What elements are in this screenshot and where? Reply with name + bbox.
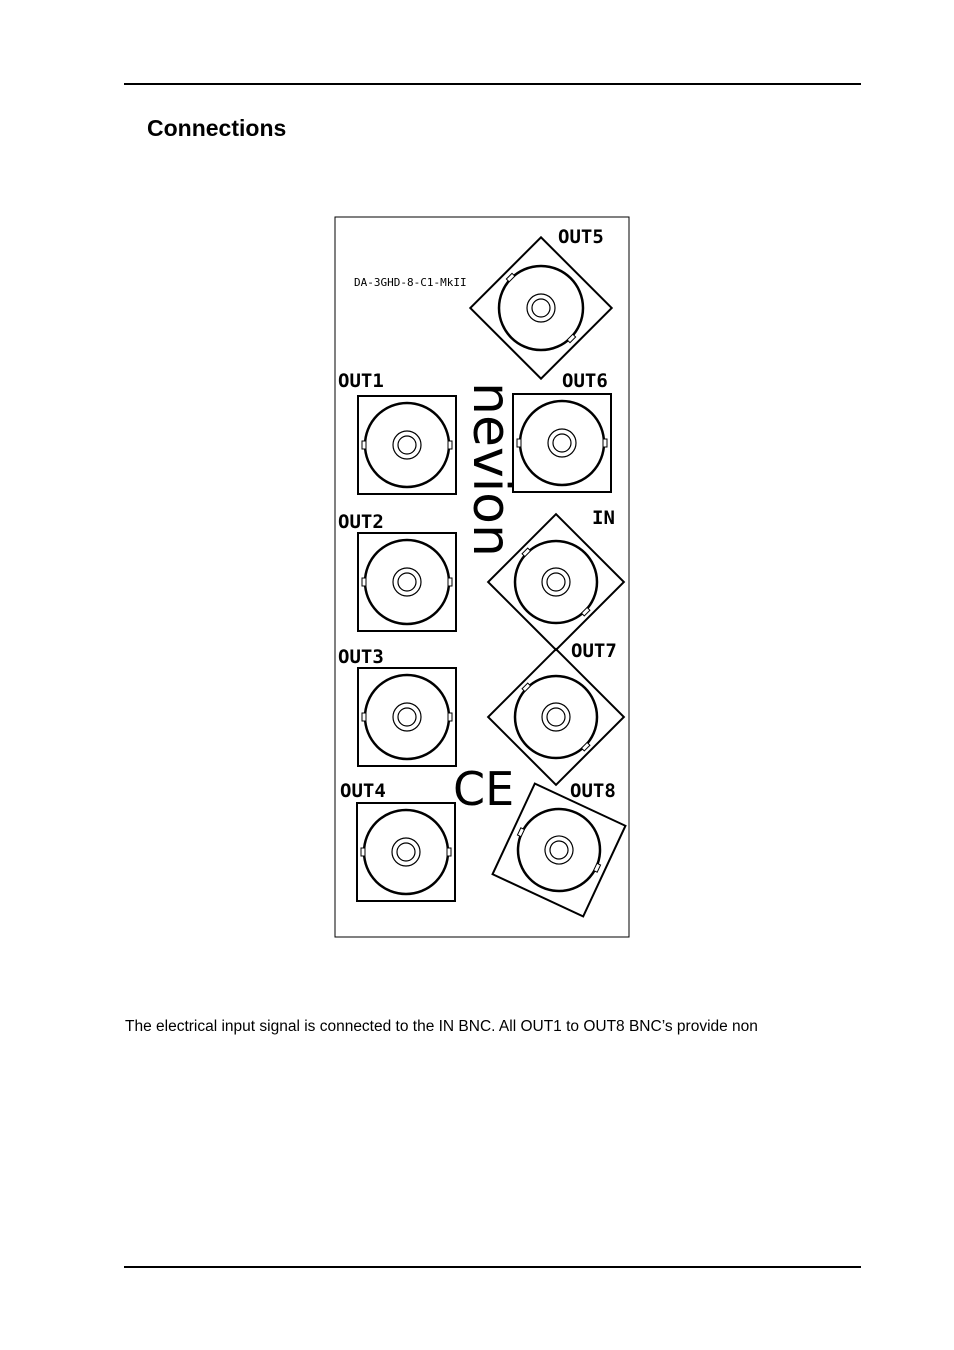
rear-panel-diagram <box>334 216 630 938</box>
footer-rule <box>124 1266 861 1268</box>
ce-mark: CE <box>453 762 515 816</box>
section-heading: Connections <box>147 115 287 141</box>
out8-label: OUT8 <box>570 780 616 802</box>
out7-label: OUT7 <box>571 640 617 662</box>
out5-label: OUT5 <box>558 226 604 248</box>
brand-logo: nevion <box>461 382 521 557</box>
in-label: IN <box>592 507 615 529</box>
out2-label: OUT2 <box>338 511 384 533</box>
model-label: DA-3GHD-8-C1-MkII <box>354 276 467 289</box>
out4-label: OUT4 <box>340 780 386 802</box>
panel-outline <box>335 217 629 937</box>
body-paragraph: The electrical input signal is connected to the IN BNC. All OUT1 to OUT8 BNC’s provide non <box>125 1018 758 1035</box>
out6-label: OUT6 <box>562 370 608 392</box>
out1-label: OUT1 <box>338 370 384 392</box>
out3-label: OUT3 <box>338 646 384 668</box>
header-rule <box>124 83 861 85</box>
